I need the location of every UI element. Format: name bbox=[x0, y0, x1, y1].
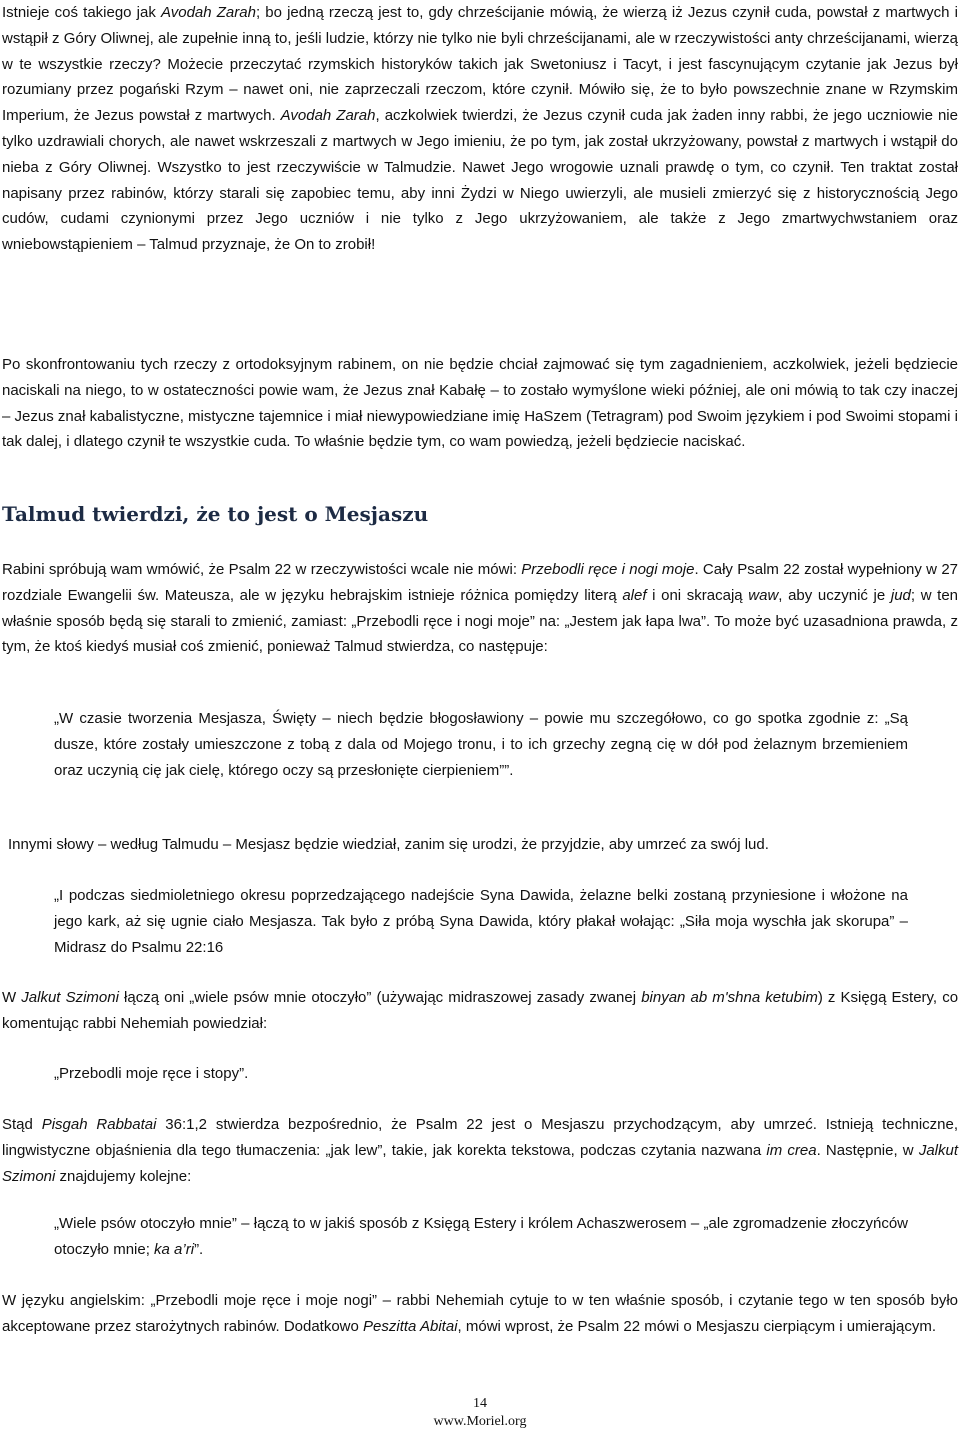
blockquote-creation-of-messiah: „W czasie tworzenia Mesjasza, Święty – niech będzie błogosławiony – powie mu szczegółowo, co go spotka zgodnie z: „Są dusze, które zostały umieszczone z tobą z dala od Mojego tronu, i to ich grzechy zegną cię w dół pod żelaznym brzemieniem oraz uczynią cię jak cielę, którego oczy są przesłonięte cierpieniem””. bbox=[54, 710, 908, 779]
paragraph-psalm-22: Rabini spróbują wam wmówić, że Psalm 22 w rzeczywistości wcale nie mówi: Przebodli ręce i nogi moje. Cały Psalm 22 został wypełniony w 27 rozdziale Ewangelii św. Mateusza, ale w języku hebrajskim istnieje różnica pomiędzy literą alef i oni skracają waw, aby uczynić je jud; w ten właśnie sposób będą się starali to zmienić, zamiast: „Przebodli ręce i nogi moje” na: „Jestem jak łapa lwa”. To może być uzasadniona prawda, z tym, że ktoś kiedyś musiał coś zmienić, ponieważ Talmud stwierdza, co następuje: bbox=[2, 561, 959, 656]
paragraph-orthodox-rabbi: Po skonfrontowaniu tych rzeczy z ortodoksyjnym rabinem, on nie będzie chciał zajmować się tym zagadnieniem, aczkolwiek, jeżeli będziecie naciskali na niego, to w ostateczności powie wam, że Jezus znał Kabałę – to zostało wymyślone wieki później, ale oni mówią to tak czy inaczej – Jezus znał kabalistyczne, mistyczne tajemnice i miał niewypowiedziane imię HaSzem (Tetragram) pod Swoim językiem i pod Swoimi stopami i tak dalej, i dlatego czynił te wszystkie cuda. To właśnie będzie tym, co wam powiedzą, jeżeli będziecie naciskać. bbox=[2, 356, 958, 451]
section-heading: Talmud twierdzi, że to jest o Mesjaszu bbox=[2, 502, 429, 526]
paragraph-in-other-words: Innymi słowy – według Talmudu – Mesjasz będzie wiedział, zanim się urodzi, że przyjdzie, aby umrzeć za swój lud. bbox=[8, 836, 769, 853]
page-number: 14 bbox=[473, 1396, 487, 1411]
blockquote-pierced-hands: „Przebodli moje ręce i stopy”. bbox=[54, 1065, 249, 1082]
footer-website: www.Moriel.org bbox=[433, 1414, 527, 1429]
blockquote-seven-year-period: „I podczas siedmioletniego okresu poprzedzającego nadejście Syna Dawida, żelazne belki zostaną przyniesione i włożone na jego kark, aż się ugnie ciało Mesjasza. Tak było z próbą Syna Dawida, który płakał wołając: „Siła moja wyschła jak skorupa” – Midrasz do Psalmu 22:16 bbox=[54, 887, 908, 956]
blockquote-many-dogs: „Wiele psów otoczyło mnie” – łączą to w jakiś sposób z Księgą Estery i królem Achaszwerosem – „ale zgromadzenie złoczyńców otoczyło mnie; ka a’ri”. bbox=[54, 1215, 908, 1258]
paragraph-avodah-zarah: Istnieje coś takiego jak Avodah Zarah; bo jedną rzeczą jest to, gdy chrześcijanie mówią, że wierzą iż Jezus czynił cuda, powstał z martwych i wstąpił z Góry Oliwnej, ale zupełnie inną to, jeśli ludzie, którzy nie tylko nie byli chrześcijanami, ale w rzeczywistości anty chrześcijanami, wierzą w te wszystkie rzeczy? Możecie przeczytać rzymskich historyków takich jak Swetoniusz i Tacyt, i jest fascynującym czytanie jak Jezus był rozumiany przez pogański Rzym – nawet oni, nie zaprzeczali rzeczom, które czynił. Mówiło się, że to było powszechnie znane w Rzymskim Imperium, że Jezus powstał z martwych. Avodah Zarah, aczkolwiek twierdzi, że Jezus czynił cuda jak żaden inny rabbi, że jego uczniowie nie tylko uzdrawiali chorych, ale nawet wskrzeszali z martwych w Jego imieniu, że po tym, jak został ukrzyżowany, powstał z martwych i wstąpił do nieba z Góry Oliwnej. Wszystko to jest rzeczywiście w Talmudzie. Nawet Jego wrogowie uznali prawdę o tym, co czynił. Ten traktat został napisany przez rabinów, którzy starali się zapobiec temu, aby inni Żydzi w Niego uwierzyli, ale musieli zmierzyć się z historycznością Jego cudów, cudami czynionymi przez Jego uczniów i nie tylko z Jego ukrzyżowaniem, ale także z Jego zmartwychwstaniem oraz wniebowstąpieniem – Talmud przyznaje, że On to zrobił! bbox=[2, 4, 958, 254]
paragraph-jalkut-szimoni: W Jalkut Szimoni łączą oni „wiele psów mnie otoczyło” (używając midraszowej zasady zwanej binyan ab m'shna ketubim) z Księgą Estery, co komentując rabbi Nehemiah powiedział: bbox=[2, 989, 959, 1032]
paragraph-pisgah-rabbatai: Stąd Pisgah Rabbatai 36:1,2 stwierdza bezpośrednio, że Psalm 22 jest o Mesjaszu przychodzącym, aby umrzeć. Istnieją techniczne, lingwistyczne objaśnienia dla tego tłumaczenia: „jak lew”, takie, jak korekta tekstowa, podczas czytania nazwana im crea. Następnie, w Jalkut Szimoni znajdujemy kolejne: bbox=[2, 1116, 958, 1185]
paragraph-english-translation: W języku angielskim: „Przebodli moje ręce i moje nogi” – rabbi Nehemiah cytuje to w ten właśnie sposób, i czytanie tego w ten sposób było akceptowane przez starożytnych rabinów. Dodatkowo Peszitta Abitai, mówi wprost, że Psalm 22 mówi o Mesjaszu cierpiącym i umierającym. bbox=[2, 1292, 958, 1335]
